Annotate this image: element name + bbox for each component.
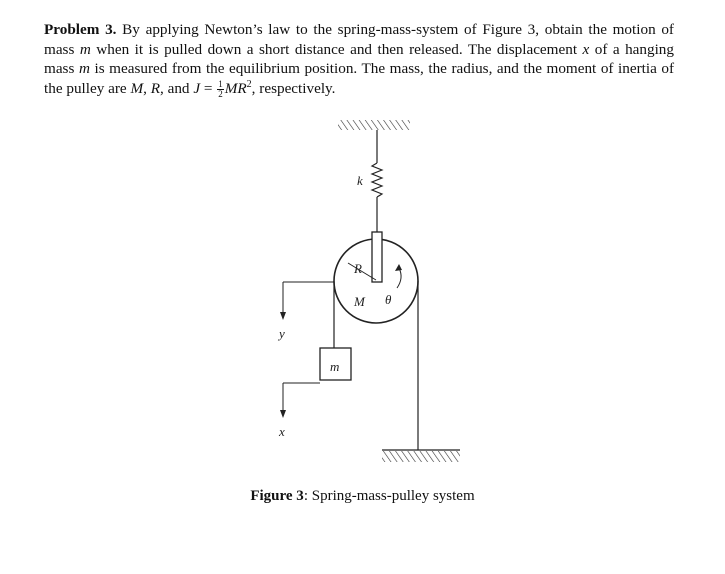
x-arrowhead xyxy=(280,410,286,418)
exponent-2: 2 xyxy=(246,78,252,90)
figure-caption xyxy=(0,488,725,505)
spring xyxy=(372,130,382,232)
ceiling-hatch xyxy=(338,120,410,130)
y-arrowhead xyxy=(280,312,286,320)
label-M: M xyxy=(354,294,365,309)
fraction-one-half: $\frac{1}{2}$ xyxy=(218,78,223,99)
caption-text: : Spring-mass-pulley system xyxy=(303,488,475,504)
problem-text-3: of a hanging mass xyxy=(44,40,674,77)
problem-text-5: , and xyxy=(159,79,190,97)
comma: , xyxy=(143,79,147,97)
var-x: x xyxy=(582,40,590,58)
var-J: J xyxy=(193,79,201,97)
problem-heading: Problem 3. xyxy=(44,21,117,38)
var-M: M xyxy=(130,79,144,97)
axle-bracket xyxy=(372,232,382,282)
label-x: x xyxy=(279,424,285,439)
var-MR: MR xyxy=(224,79,247,97)
problem-text-4: is measured from the equilibrium position. The mass, the radius, and the moment of inertia of the pulley are xyxy=(44,60,675,97)
label-m: m xyxy=(330,359,340,374)
label-R: R xyxy=(354,261,362,276)
var-R: R xyxy=(150,79,160,97)
problem-text-6: , respectively. xyxy=(251,79,336,97)
var-m-2: m xyxy=(78,60,90,77)
floor-hatch xyxy=(382,451,460,462)
var-m: m xyxy=(79,40,91,58)
label-theta: θ xyxy=(385,292,392,307)
label-k: k xyxy=(357,173,363,188)
equals-sign: = xyxy=(203,79,213,97)
label-y: y xyxy=(279,326,285,341)
problem-text-1: By applying Newton’s law to the spring-mass-system of Figure 3, obtain the motion of mass xyxy=(44,21,674,58)
problem-text-2: when it is pulled down a short distance and then released. The displacement xyxy=(96,40,578,58)
caption-prefix: Figure 3 xyxy=(250,488,304,504)
